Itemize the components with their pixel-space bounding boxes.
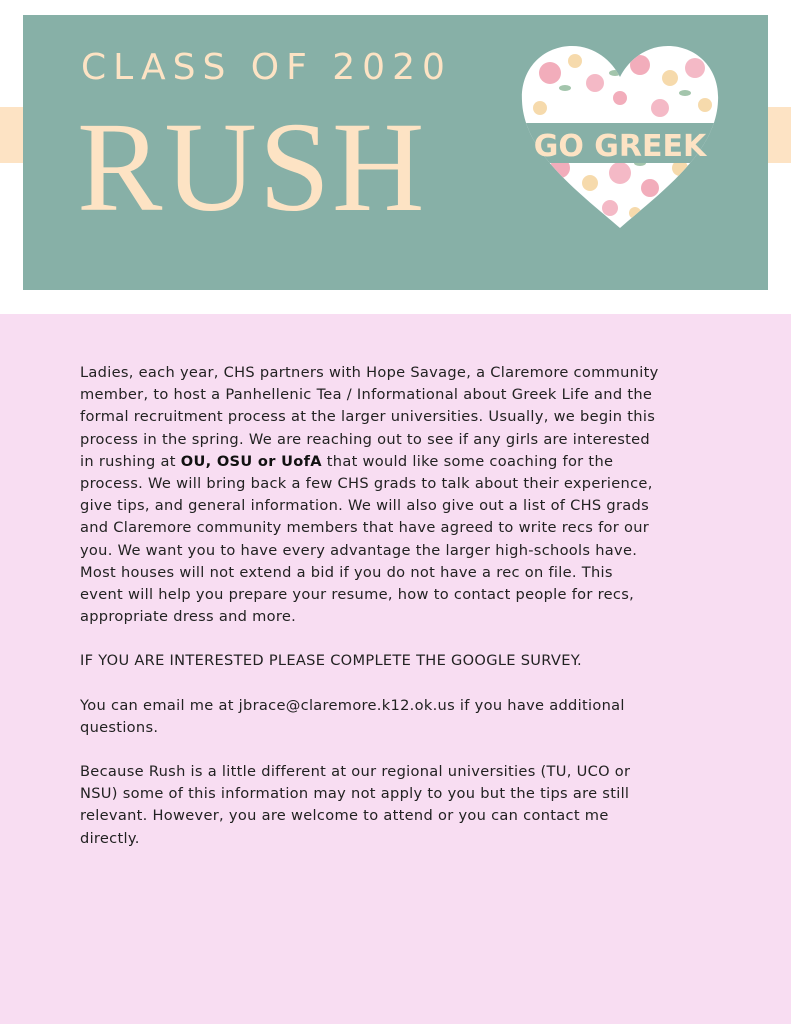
go-greek-label: GO GREEK [533, 129, 707, 164]
paragraph-intro [80, 362, 660, 628]
decorative-stripe-right [767, 107, 791, 163]
paragraph-intro-part-a: Ladies, each year, CHS partners with Hope Savage, a Claremore community member, to host a Panhellenic Tea / Informational about Greek Life and the formal recruitment process at the larger universities. Usually, we begin this process in the spring. We are reaching out to see if any girls are interested in rushing at [80, 364, 659, 470]
paragraph-intro-part-b: that would like some coaching for the process. We will bring back a few CHS grads to talk about their experience, give tips, and general information. We will also give out a list of CHS grads and Claremore community members that have agreed to write recs for our you. We want you to have every advantage the larger high-schools have. Most houses will not extend a bid if you do not have a rec on file. This event will help you prepare your resume, how to contact people for recs, appropriate dress and more. [80, 452, 653, 626]
contact-paragraph: You can email me at jbrace@claremore.k12.ok.us if you have additional questions. [80, 696, 625, 736]
floral-heart-logo [520, 43, 720, 233]
schools-highlight: OU, OSU or UofA [180, 452, 322, 470]
header-banner [23, 15, 768, 290]
subtitle: CLASS OF 2020 [81, 47, 452, 88]
body-text [80, 362, 660, 872]
survey-call-to-action: IF YOU ARE INTERESTED PLEASE COMPLETE THE GOOGLE SURVEY. [80, 652, 582, 670]
regional-universities-paragraph: Because Rush is a little different at our regional universities (TU, UCO or NSU) some of this information may not apply to you but the tips are still relevant. However, you are welcome to attend or you can contact me directly. [80, 763, 631, 847]
page-title: RUSH [77, 96, 427, 238]
decorative-stripe-left [0, 107, 24, 163]
